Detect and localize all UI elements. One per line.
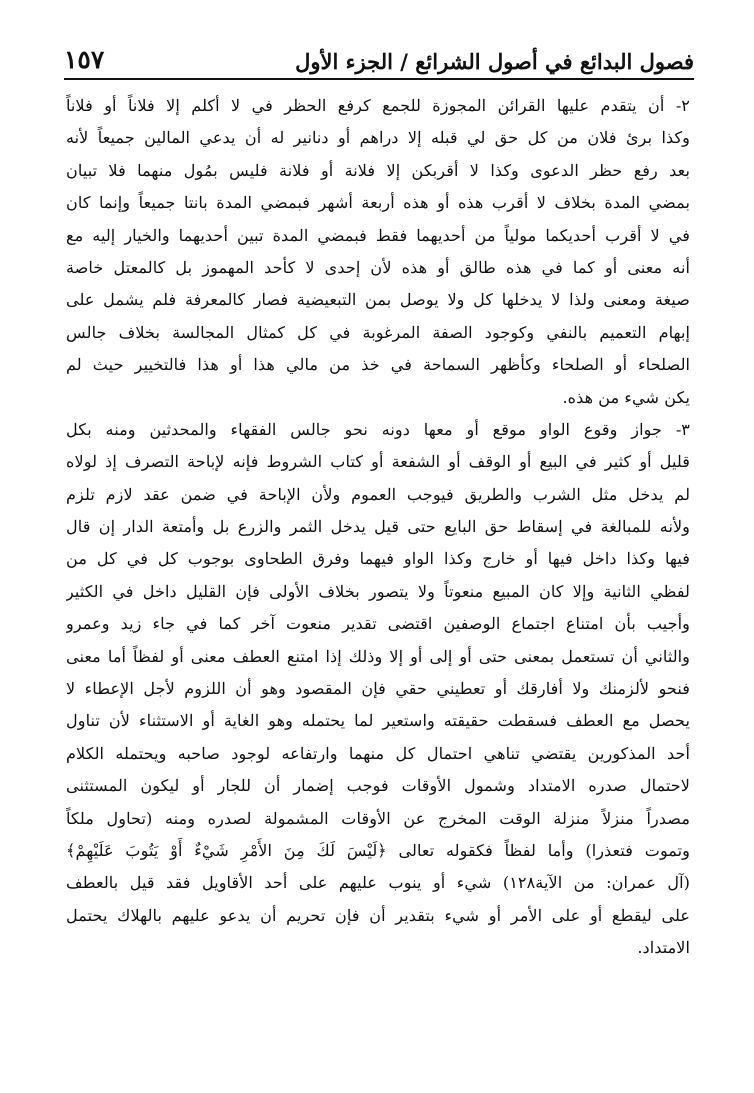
text-line: فيها وكذا داخل فيها أو خارج وكذا الواو فيهما وفرق الطحاوى بوجوب كل في كل من — [66, 549, 690, 569]
text-line: بمضي المدة بخلاف لا أقرب هذه أو هذه أربعة أشهر فبمضي المدة بانتا جميعاً وإنما كان — [66, 193, 690, 213]
text-line: يحصل مع العطف فسقطت حقيقته واستعير لما يحتمله وهو الغاية أو الاستثناء لأن تناول — [66, 711, 690, 731]
text-line: مصدراً منزلاً منزلة الوقت المخرج عن الأوقات المشمولة لصدره ومنه (تحاول ملكاً — [66, 808, 690, 828]
text-line: ولأنه للمبالغة في إسقاط حق البايع حتى قيل يدخل الثمر والزرع بل وأمتعة الدار إن قال — [66, 517, 690, 537]
text-line: والثاني أن تستعمل بمعنى حتى أو إلى أو إلا وذلك إذا امتنع العطف معنى أو لفظاً أما معنى — [66, 646, 690, 666]
page-header — [64, 36, 694, 78]
text-line: أحد المذكورين يقتضي تناهي احتمال كل منهما وارتفاعه لوجود صاحبه ويحتمله الكلام — [66, 743, 690, 763]
text-line: (آل عمران: من الآية١٢٨) شيء أو ينوب عليهم على أحد الأقاويل فقد قيل بالعطف — [66, 873, 690, 893]
text-line: قليل أو كثير في البيع أو الوقف أو الشفعة أو كتاب الشروط فإنه لإباحة التصرف إذ لولاه — [66, 452, 690, 472]
paragraph-end-line: يكن شيء من هذه. — [562, 387, 690, 407]
text-line: أنه معنى أو كما في هذه طالق أو هذه لأن إحدى لا كأحد المهموز بل كالمعتل خاصة — [66, 257, 690, 277]
text-line: الصلحاء أو الصلحاء وكأظهر السماحة في خذ من مالي هذا أو هذا فالتخيير حيث لم — [66, 355, 690, 375]
body-text — [66, 90, 690, 965]
text-line: لاحتمال صدره الامتداد وشمول الأوقات فوجب إضمار أن للجار أو ليكون المستثنى — [66, 776, 690, 796]
text-line: ٣- جواز وقوع الواو موقع أو معها دونه نحو جالس الفقهاء والمحدثين ومنه بكل — [66, 419, 690, 439]
quran-verse-line: وتموت فتعذرا) وأما لفظاً فكقوله تعالى ﴿لَيْسَ لَكَ مِنَ الأَمْرِ شَيْءٌ أَوْ يَتُوبَ عَلَيْهِمْ﴾ — [66, 840, 690, 860]
text-line: إبهام التعميم بالنفي وكوجود الصفة المرغوبة في كل كمثال المجالسة بخلاف جالس — [66, 322, 690, 342]
text-line: وأجيب بأن امتناع اجتماع الوصفين اقتضى تقدير منعوت آخر كما في جاء زيد وعمرو — [66, 614, 690, 634]
text-line: في لا أقرب أحديكما مولياً من أحديهما فقط فبمضي المدة تبين أحديهما والخيار إليه مع — [66, 225, 690, 245]
header-rule — [64, 78, 694, 80]
running-title: فصول البدائع في أصول الشرائع / الجزء الأول — [295, 49, 694, 74]
text-line: فنحو لألزمنك ولا أفارقك أو تعطيني حقي فإن المقصود وهو أن اللزوم لأجل الإعطاء لا — [66, 679, 690, 699]
text-line: ٢- أن يتقدم عليها القرائن المجوزة للجمع كرفع الحظر في لا أكلم إلا فلاناً أو فلاناً — [66, 96, 690, 115]
text-line: وكذا برئ فلان من كل حق لي قبله إلا دراهم أو دنانير له أن يدعي المالين جميعاً لأنه — [66, 128, 690, 148]
page-number: ١٥٧ — [64, 45, 105, 74]
text-line: لفظي الثانية وإلا كان المبيع منعوتاً ولا يتصور بخلاف الأولى فإن القليل داخل في الكثير — [66, 581, 690, 601]
paragraph-end-line: الامتداد. — [637, 938, 690, 958]
text-line: على ليقطع أو على الأمر أو شيء بتقدير أن فإن تحريم أن يدعو عليهم بالهلاك يحتمل — [66, 905, 690, 925]
text-line: صيغة ومعنى ولذا لا يدخلها كل ولا يوصل بمن التبعيضية فصار كالمعرفة فلم يشمل على — [66, 290, 690, 310]
text-line: بعد رفع حظر الدعوى وكذا لا أقربكن إلا فلانة أو فلانة فليس بمُول منهما فلا تبيان — [66, 160, 690, 180]
text-line: لم يدخل مثل الشرب والطريق فيوجب العموم ولأن الإباحة في ضمن عقد لازم تلزم — [66, 484, 690, 504]
